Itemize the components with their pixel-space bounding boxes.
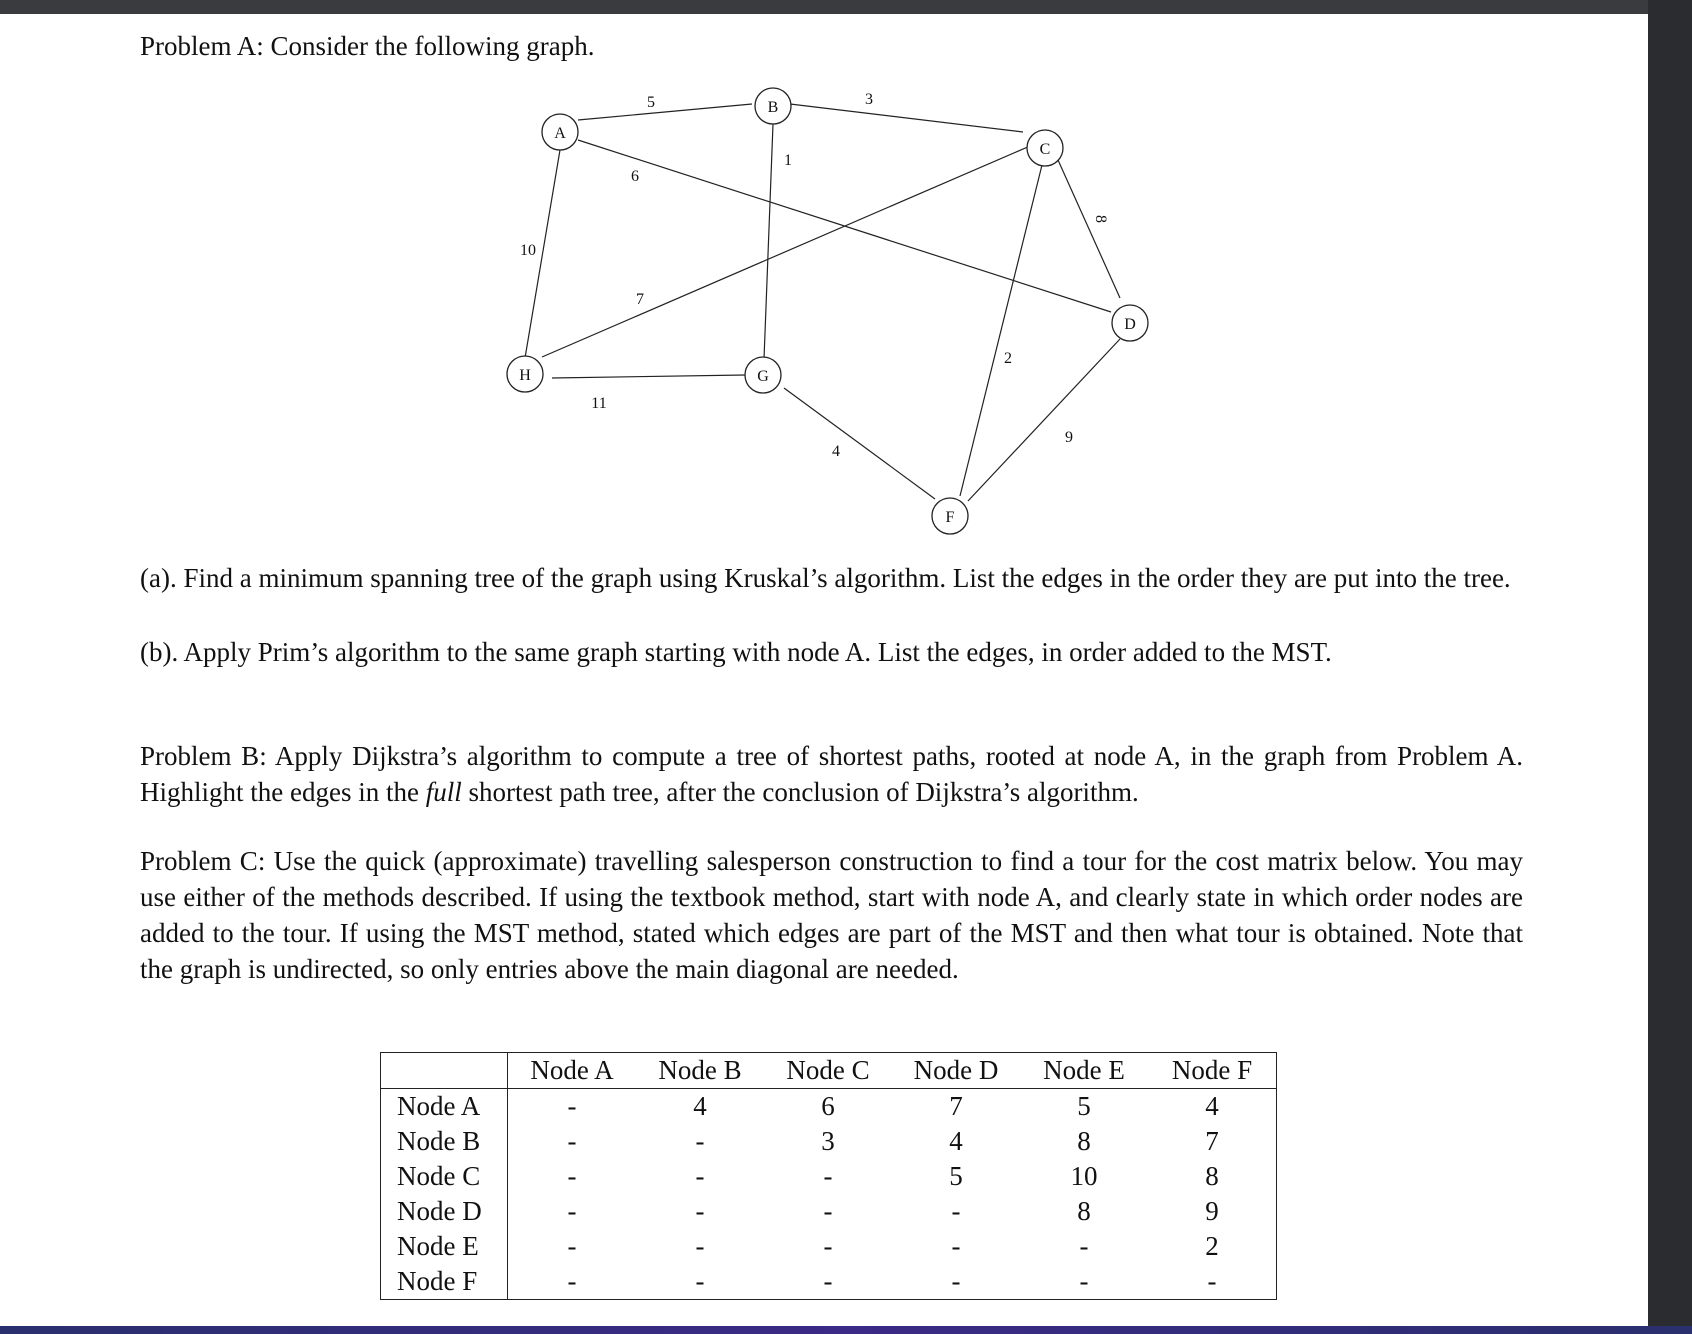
table-cell: - [567,1126,577,1156]
problem-b-text-end: shortest path tree, after the conclusion of Dijkstra’s algorithm. [461,777,1139,807]
node-label-a: A [554,125,566,142]
table-cell: - [567,1161,577,1191]
problem-b-emphasis: full [425,777,462,807]
node-label-f: F [945,509,955,526]
node-label-b: B [767,99,779,116]
edge-weight-a-h: 10 [520,242,536,259]
problem-a-part-a: (a). Find a minimum spanning tree of the graph using Kruskal’s algorithm. List the edges in the order they are put into the tree. [140,563,1511,593]
node-a [542,114,578,150]
table-cell: 8 [1077,1196,1091,1226]
graph-figure [0,14,1648,554]
table-cell: 7 [1205,1126,1219,1156]
node-d [1112,305,1148,341]
viewer-right-gutter [1648,0,1692,1334]
table-row [381,1194,1277,1229]
table-header-row [381,1053,1277,1089]
node-label-h: H [519,367,531,384]
edge-c-f [960,165,1042,496]
node-f [932,498,968,534]
node-g [745,357,781,393]
table-cell: 4 [693,1091,707,1121]
table-cell: - [1207,1266,1217,1296]
table-cell: - [695,1161,705,1191]
table-cell: - [823,1266,833,1296]
problem-a-title: Problem A: Consider the following graph. [140,31,595,61]
edge-weight-c-d: 8 [1092,215,1109,223]
edge-weight-a-b: 5 [647,94,655,111]
table-cell: - [1079,1266,1089,1296]
problem-a-part-b: (b). Apply Prim’s algorithm to the same graph starting with node A. List the edges, in order added to the MST. [140,637,1332,667]
problem-b-text [140,738,1523,810]
edge-a-b [578,104,752,120]
table-cell: 2 [1205,1231,1219,1261]
table-cell: - [567,1196,577,1226]
edge-weight-d-f: 9 [1065,429,1073,446]
edge-weight-b-g: 1 [784,152,792,169]
column-header: Node D [892,1053,1020,1089]
node-h [507,356,543,392]
table-cell: 6 [821,1091,835,1121]
row-header: Node C [381,1159,508,1194]
table-cell: 5 [1077,1091,1091,1121]
edge-h-c [542,146,1030,357]
node-b [755,88,791,124]
table-cell: - [951,1196,961,1226]
table-cell: 10 [1070,1161,1098,1191]
row-header: Node A [381,1089,508,1125]
row-header: Node B [381,1124,508,1159]
table-cell: - [951,1266,961,1296]
node-label-g: G [757,368,769,385]
node-c [1027,130,1063,166]
edge-weight-a-d: 6 [631,168,639,185]
edge-weight-h-c: 7 [636,291,644,308]
column-header: Node E [1020,1053,1148,1089]
edge-h-g [552,375,745,378]
table-cell: - [567,1266,577,1296]
table-cell: 7 [949,1091,963,1121]
column-header: Node C [764,1053,892,1089]
table-cell: - [695,1196,705,1226]
problem-b-text-start: Problem B: Apply Dijkstra’s algorithm to compute a tree of shortest paths, rooted at node A, in the graph from Problem A. Highlight the edges in the [140,741,1523,807]
table-cell: - [823,1196,833,1226]
table-row [381,1229,1277,1264]
node-label-c: C [1039,141,1051,158]
table-cell: 8 [1077,1126,1091,1156]
edge-c-d [1058,160,1120,298]
edge-d-f [968,339,1120,501]
edge-weight-c-f: 2 [1004,350,1012,367]
document-page [0,14,1648,1326]
node-label-d: D [1124,316,1136,333]
row-header: Node E [381,1229,508,1264]
table-cell: - [567,1091,577,1121]
table-cell: - [695,1126,705,1156]
column-header: Node F [1148,1053,1277,1089]
table-cell: 4 [949,1126,963,1156]
table-cell: - [823,1231,833,1261]
table-row [381,1089,1277,1125]
table-cell: 8 [1205,1161,1219,1191]
table-cell: - [567,1231,577,1261]
table-cell: - [695,1266,705,1296]
table-row [381,1264,1277,1300]
edge-weight-h-g: 11 [591,395,607,412]
table-cell: - [823,1161,833,1191]
problem-c-text: Problem C: Use the quick (approximate) travelling salesperson construction to find a tour for the cost matrix below. You may use either of the methods described. If using the textbook method, start with node A, and clearly state in which order nodes are added to the tour. If using the MST method, stated which edges are part of the MST and then what tour is obtained. Note that the graph is undirected, so only entries above the main diagonal are needed. [140,846,1523,984]
row-header: Node F [381,1264,508,1300]
table-row [381,1124,1277,1159]
table-cell: 3 [821,1126,835,1156]
row-header: Node D [381,1194,508,1229]
table-cell: 4 [1205,1091,1219,1121]
edge-weight-b-c: 3 [865,91,873,108]
table-corner-cell [381,1053,508,1089]
cost-matrix-table [380,1052,1277,1300]
table-cell: 9 [1205,1196,1219,1226]
column-header: Node A [508,1053,637,1089]
table-cell: - [951,1231,961,1261]
table-cell: - [1079,1231,1089,1261]
viewer-top-bar [0,0,1692,14]
column-header: Node B [636,1053,764,1089]
table-row [381,1159,1277,1194]
table-cell: 5 [949,1161,963,1191]
edge-b-c [790,104,1023,132]
viewer-bottom-bar [0,1326,1692,1334]
edge-b-g [764,124,773,359]
edge-weight-g-f: 4 [832,443,840,460]
edge-g-f [784,388,935,499]
table-cell: - [695,1231,705,1261]
